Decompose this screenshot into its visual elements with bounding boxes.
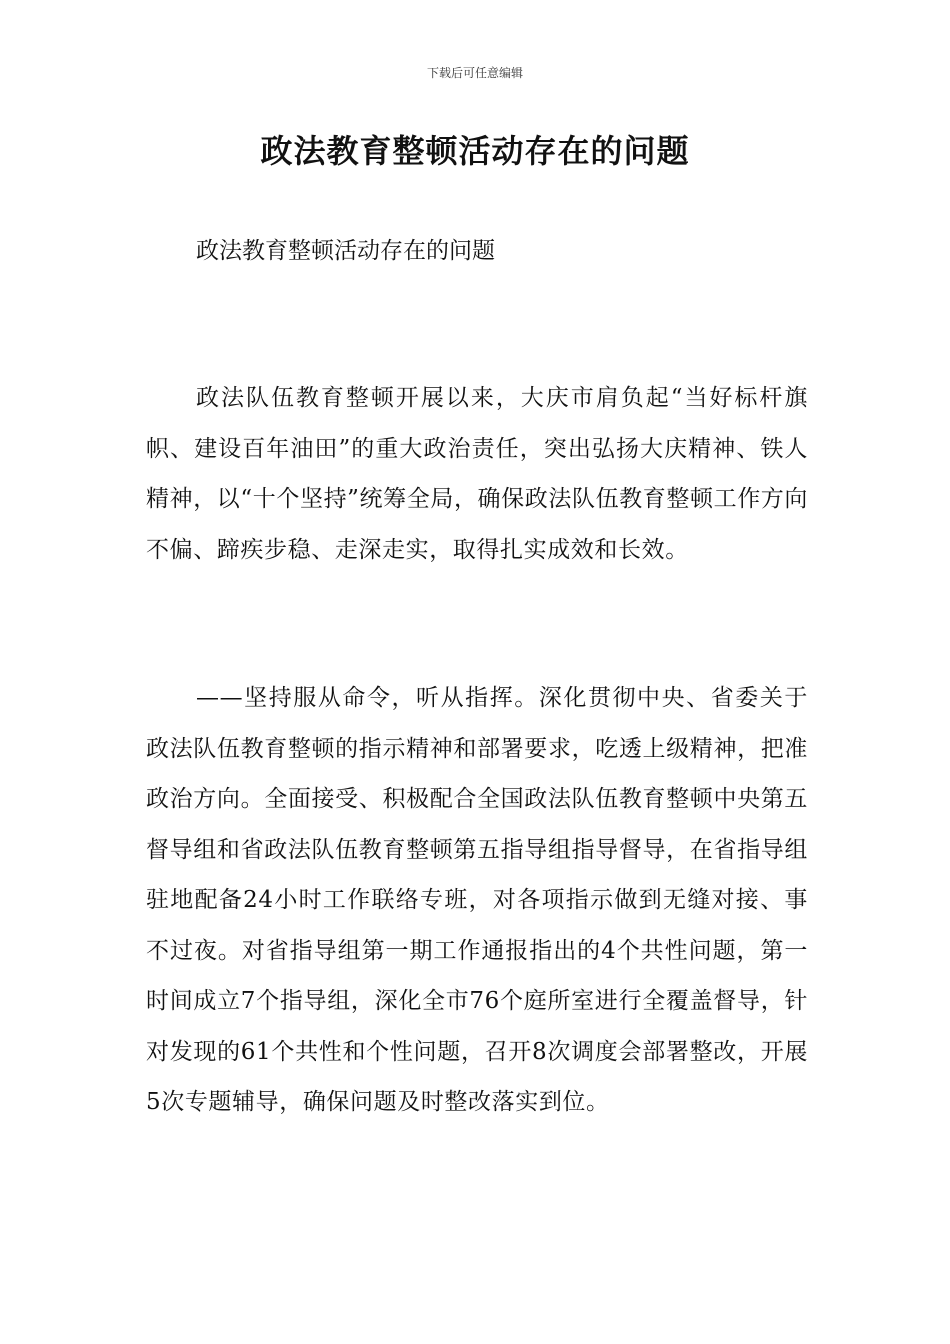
paragraph-2: ——坚持服从命令，听从指挥。深化贯彻中央、省委关于政法队伍教育整顿的指示精神和部署要求，吃透上级精神，把准政治方向。全面接受、积极配合全国政法队伍教育整顿中央第五督导组和省政法队伍教育整顿第五指导组指导督导，在省指导组驻地配备24小时工作联络专班，对各项指示做到无缝对接、事不过夜。对省指导组第一期工作通报指出的4个共性问题，第一时间成立7个指导组，深化全市76个庭所室进行全覆盖督导，针对发现的61个共性和个性问题，召开8次调度会部署整改，开展5次专题辅导，确保问题及时整改落实到位。	[146, 685, 808, 1115]
document-subtitle: 政法教育整顿活动存在的问题	[196, 238, 495, 264]
document-title: 政法教育整顿活动存在的问题	[260, 132, 690, 170]
header-note: 下载后可任意编辑	[426, 66, 523, 80]
paragraph-1: 政法队伍教育整顿开展以来，大庆市肩负起“当好标杆旗帜、建设百年油田”的重大政治责任，突出弘扬大庆精神、铁人精神，以“十个坚持”统筹全局，确保政法队伍教育整顿工作方向不偏、蹄疾步稳、走深走实，取得扎实成效和长效。	[146, 385, 808, 563]
